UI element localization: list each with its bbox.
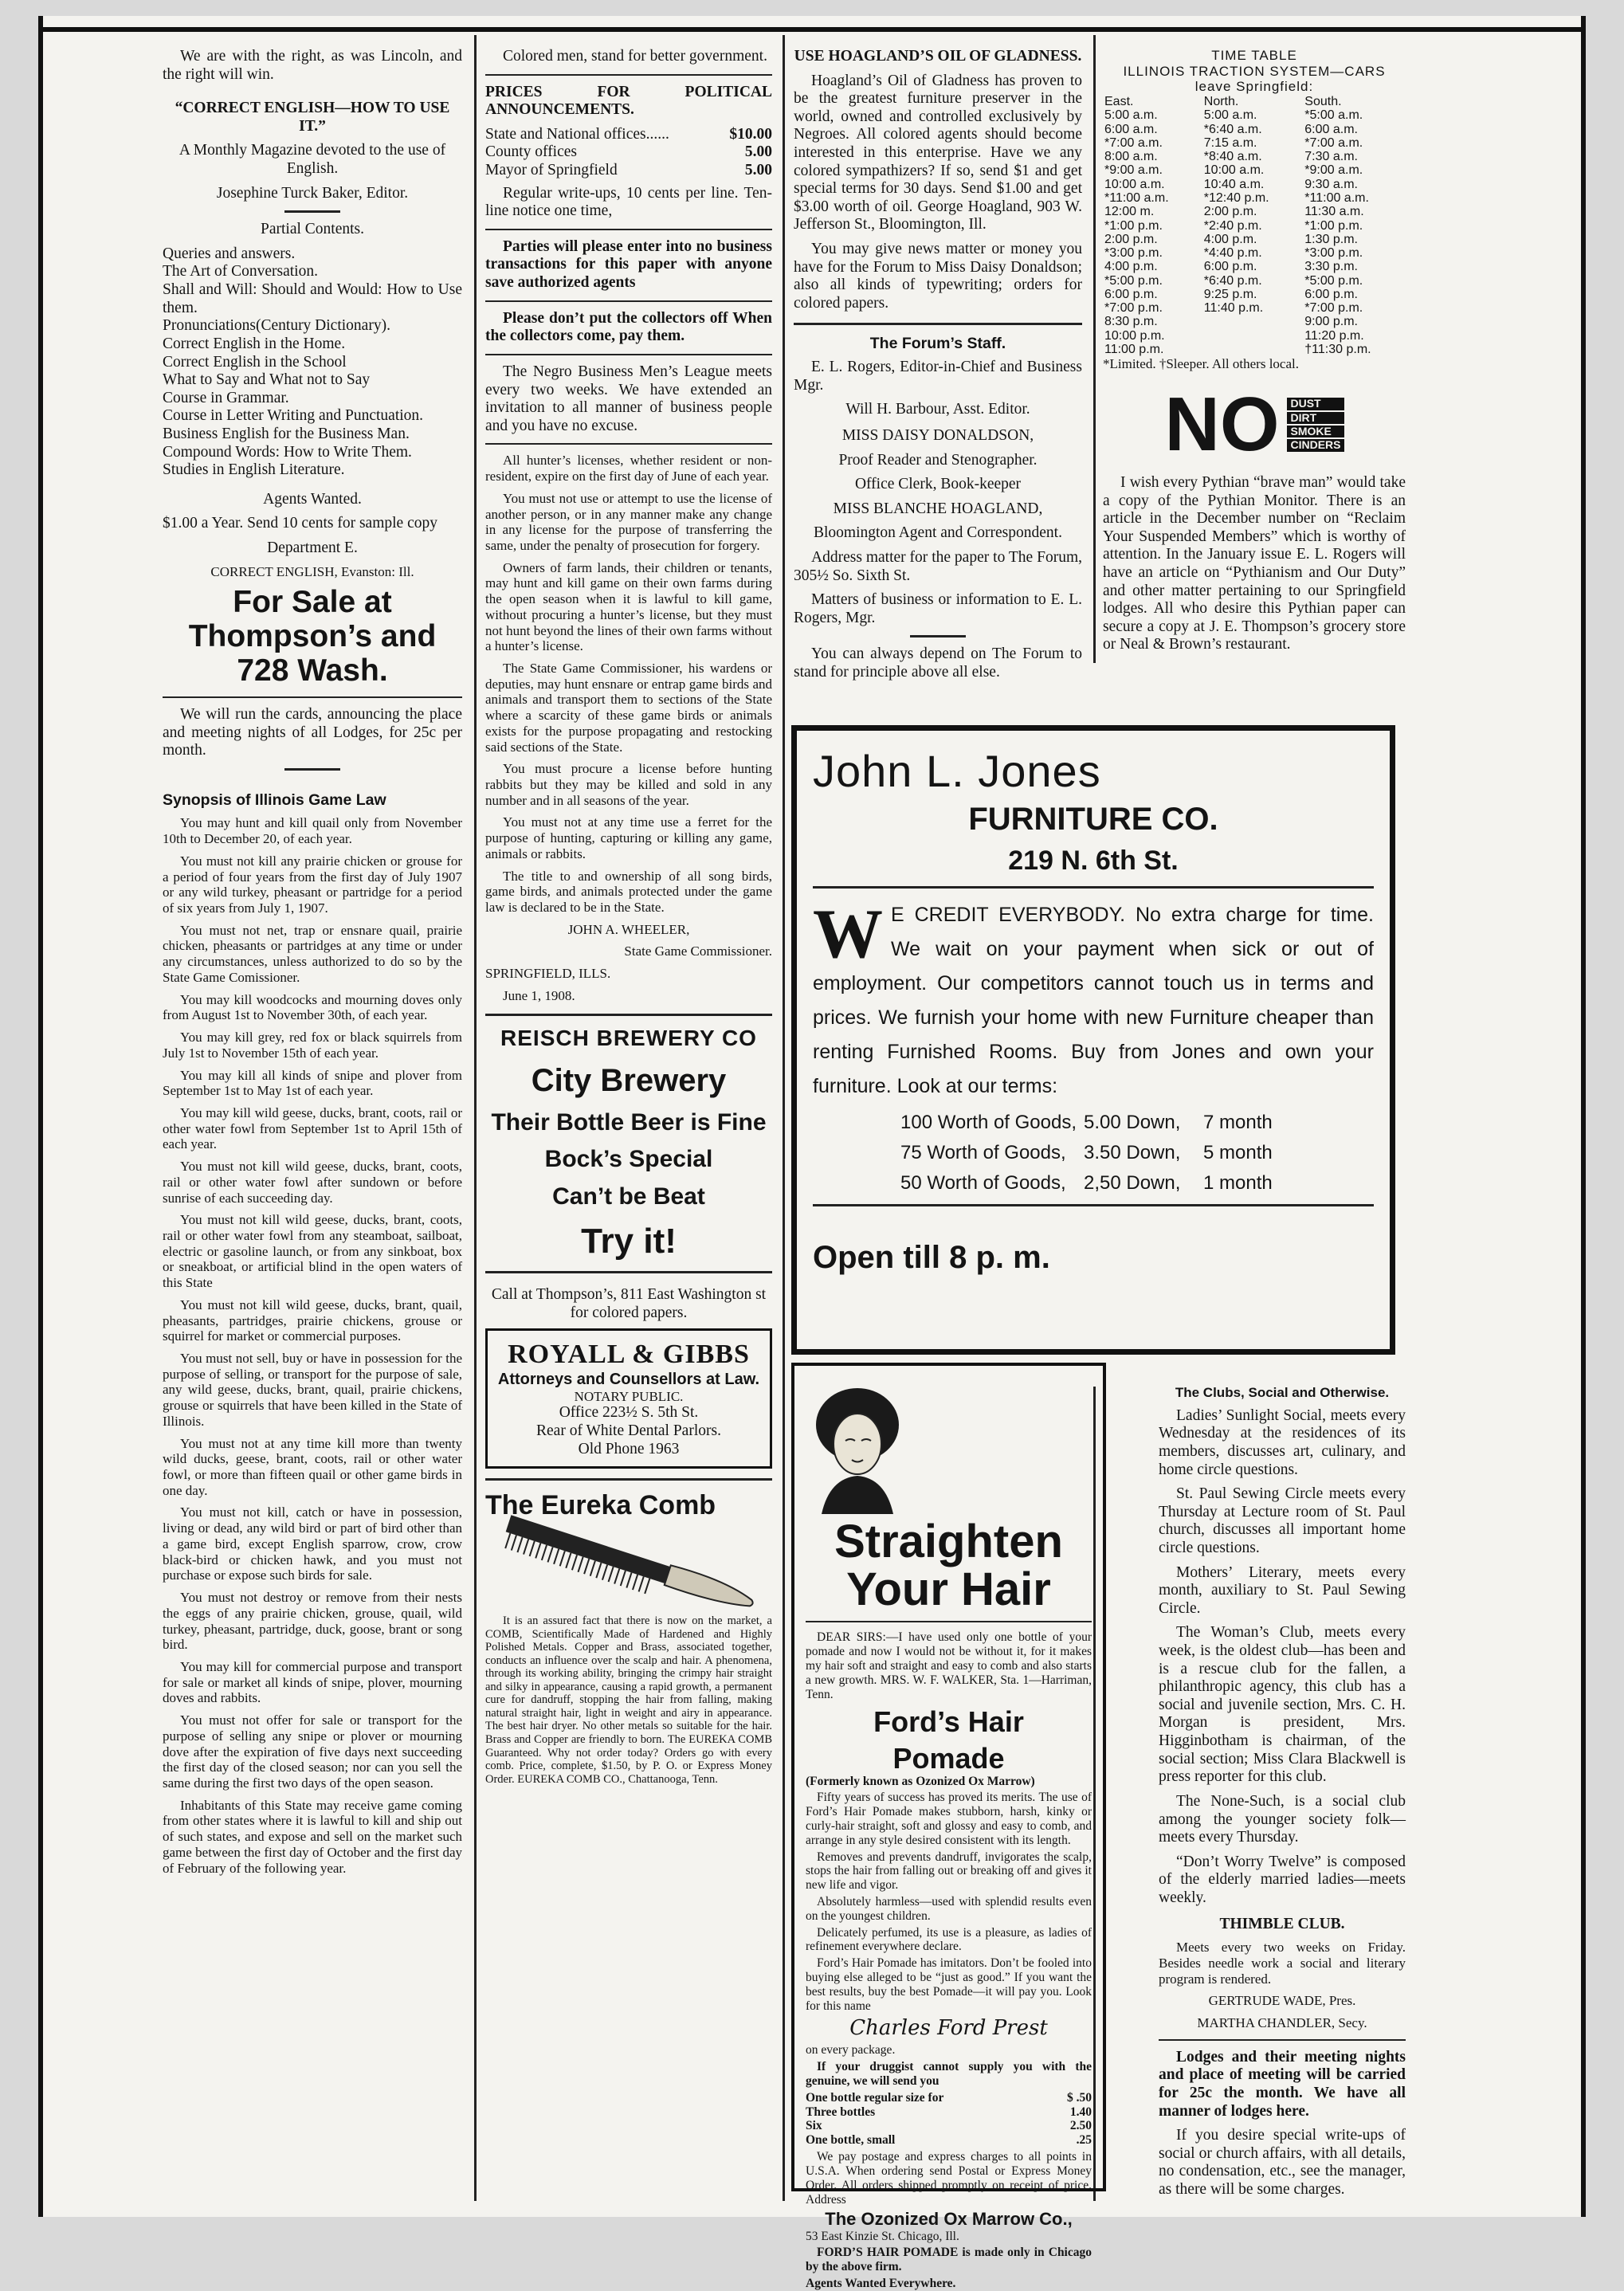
headline: Straighten xyxy=(834,1515,1063,1567)
contents-item: Correct English in the School xyxy=(163,353,347,371)
timetable-note: *Limited. †Sleeper. All others local. xyxy=(1103,356,1299,372)
agents-wanted: Agents Wanted Everywhere. xyxy=(806,2277,956,2291)
colored-men-text: Colored men, stand for better government. xyxy=(503,48,767,65)
contents-item: Correct English in the Home. xyxy=(163,335,346,352)
timetable-cell: 5:00 a.m. xyxy=(1203,108,1257,123)
prices-title: PRICES FOR POLITICAL ANNOUNCEMENTS. xyxy=(485,83,772,119)
no-item: SMOKE xyxy=(1287,426,1344,437)
game-law-item: You must not net, trap or ensnare quail, prairie chicken, pheasants or partridges at any time or under any circumstances, unless authorized to do so by the State Game Comissioner. xyxy=(163,922,462,985)
royall-gibbs-ad xyxy=(485,1328,772,1469)
timetable-cell: 10:00 a.m. xyxy=(1203,163,1265,178)
jones-company: FURNITURE CO. xyxy=(968,802,1218,837)
eureka-title: The Eureka Comb xyxy=(485,1490,716,1521)
timetable-row xyxy=(1103,150,1406,163)
hunter-paragraph: The title to and ownership of all song birds, game birds, and animals protected under the game law is declared to be in the State. xyxy=(485,868,772,916)
brewery-ad xyxy=(485,1026,772,1261)
game-law-item: You must not kill wild geese, ducks, brant, coots, rail or other water fowl from any steamboat, sailboat, electric or gasoline launch, or from any sinkboat, box or sneakboat, or artificial blind in the open waters of this State xyxy=(163,1212,462,1291)
contents-item: Business English for the Business Man. xyxy=(163,425,410,442)
jones-term-row xyxy=(900,1172,1374,1195)
game-law-item: You must not kill any prairie chicken or grouse for a period of four years from the first day of July 1907 or any wild turkey, pheasant or partridge for a period of six years from July 1, 1907. xyxy=(163,853,462,916)
term-down: 5.00 Down, xyxy=(1084,1112,1181,1133)
price-label: One bottle regular size for xyxy=(806,2090,944,2105)
timetable-cell: *7:00 a.m. xyxy=(1104,135,1163,150)
game-law-item: You must not kill wild geese, ducks, brant, quail, pheasants, partridges, prairie chickens, grouse or squirrel for market or commercial purposes. xyxy=(163,1297,462,1344)
timetable-cell: 8:00 a.m. xyxy=(1104,150,1158,164)
jones-body-text: E CREDIT EVERYBODY. No extra charge for time. We wait on your payment when sick or out of employment. Our competitors cannot touch us in terms and prices. We furnish your home with new Furniture cheaper than renting Furnished Rooms. Buy from Jones and own your furniture. Look at our terms: xyxy=(813,904,1374,1097)
timetable-cell: *5:00 a.m. xyxy=(1304,108,1363,123)
brewery-cant-beat: Can’t be Beat xyxy=(552,1183,705,1210)
magazine-title: “CORRECT ENGLISH—HOW TO USE IT.” xyxy=(175,100,450,135)
timetable-cell xyxy=(1202,343,1304,356)
magazine-desc: A Monthly Magazine devoted to the use of English. xyxy=(178,142,446,178)
price-value: 1.40 xyxy=(1069,2105,1092,2119)
price-label: Three bottles xyxy=(806,2105,876,2119)
timetable-row xyxy=(1103,233,1406,246)
game-law-item: You must not sell, buy or have in possession for the purpose of selling, or transport for the purpose of sale, any wild geese, ducks, brant, quail, prairie chickens, grouse or squirrels that have been killed in the State of Illinois. xyxy=(163,1351,462,1429)
hair-pomade-ad xyxy=(791,1363,1106,2291)
timetable-cell: 4:00 p.m. xyxy=(1104,260,1158,274)
timetable-row xyxy=(1103,191,1406,205)
price-value: $ .50 xyxy=(1067,2090,1092,2105)
divider xyxy=(284,768,340,771)
term-time: 5 month xyxy=(1203,1142,1273,1163)
price-value: 2.50 xyxy=(1069,2119,1092,2133)
timetable-cell: 7:30 a.m. xyxy=(1304,150,1358,164)
game-law-item: You must not kill, catch or have in possession, living or dead, any wild bird or part of bird other than a game bird, except English sparrow, crow, crow black-bird or chicken hawk, and you must not purchase or expose such birds for sale. xyxy=(163,1504,462,1583)
package-note: on every package. xyxy=(806,2043,896,2058)
timetable-cell: 11:40 p.m. xyxy=(1203,301,1264,316)
hair-body: Absolutely harmless—used with splendid results even on the youngest children. xyxy=(806,1895,1092,1923)
game-law-item: You may kill for commercial purpose and transport for sale or market all kinds of snipe, plover, mourning doves and rabbits. xyxy=(163,1658,462,1706)
news-notice: You may give news matter or money you have for the Forum to Miss Daisy Donaldson; also all kinds of typewriting; orders for colored papers. xyxy=(794,241,1082,312)
contents-item: Studies in English Literature. xyxy=(163,461,345,479)
top-rule xyxy=(43,27,1581,32)
firm-line: Office 223½ S. 5th St. xyxy=(559,1404,699,1422)
jones-name: John L. Jones xyxy=(813,746,1101,796)
hair-body: Delicately perfumed, its use is a pleasure, as ladies of refinement everywhere declare. xyxy=(806,1925,1092,1954)
divider xyxy=(485,300,772,302)
jones-furniture-ad xyxy=(791,725,1395,1355)
column-rule-3 xyxy=(1093,35,1096,663)
timetable-cell: 9:00 p.m. xyxy=(1304,315,1358,329)
lodge-cards-notice: We will run the cards, announcing the place and meeting nights of all Lodges, for 25c per month. xyxy=(163,706,462,759)
timetable-cell: 2:00 p.m. xyxy=(1203,205,1257,219)
parties-notice: Parties will please enter into no business transactions for this paper with anyone save authorized agents xyxy=(485,237,772,292)
rate-row xyxy=(485,143,772,162)
jones-body xyxy=(813,898,1374,1104)
firm-name: ROYALL & GIBBS xyxy=(508,1340,750,1370)
jones-hours: Open till 8 p. m. xyxy=(813,1240,1050,1275)
brewery-sub: City Brewery xyxy=(531,1063,727,1099)
game-law-item: You may kill woodcocks and mourning doves only from August 1st to November 30th, of each year. xyxy=(163,991,462,1023)
brewery-special: Bock’s Special xyxy=(544,1146,713,1173)
contents-item: Queries and answers. xyxy=(163,245,296,262)
rate-label: Mayor of Springfield xyxy=(485,162,618,179)
timetable-row xyxy=(1103,260,1406,273)
rate-value: $10.00 xyxy=(729,125,772,143)
timetable-cell: 6:00 p.m. xyxy=(1304,287,1358,301)
column-rule-1 xyxy=(474,35,477,2201)
column-rule-2 xyxy=(783,35,785,2201)
timetable-cell: 7:15 a.m. xyxy=(1203,135,1257,150)
contents-item: Course in Letter Writing and Punctuation. xyxy=(163,407,424,425)
firm-line: Rear of White Dental Parlors. xyxy=(536,1422,721,1440)
contents-item: Shall and Will: Should and Would: How to Use them. xyxy=(163,281,462,316)
woman-portrait-illustration xyxy=(806,1379,909,1514)
timetable-cell: 6:00 p.m. xyxy=(1203,260,1257,274)
divider xyxy=(485,229,772,230)
price-value: .25 xyxy=(1076,2133,1092,2148)
club-paragraph: The None-Such, is a social club among the younger society folk—meets every Thursday. xyxy=(1159,1792,1406,1846)
jones-dropcap: W xyxy=(813,896,883,973)
timetable-cell: *12:40 p.m. xyxy=(1203,191,1269,206)
lodges-notice: Lodges and their meeting nights and place of meeting will be carried for 25c the month. We have all manner of lodges here. xyxy=(1159,2048,1406,2120)
brewery-name: REISCH BREWERY CO xyxy=(500,1025,757,1050)
eureka-text: It is an assured fact that there is now on the market, a COMB, Scientifically Made of Hardened and Highly Polished Metals. Copper and Brass, associated together, conducts an influence over the scalp and hair. A phenomena, through its working ability, bringing the crimpy hair straight and silky in appearance, causing a rapid growth, a permanent cure for dandruff, stopping the hair from falling, making natural straight hair, light in weight and airy in appearance. The best hair dryer. No other metals so suitable for the hair. Brass and Copper are friendly to born. The EUREKA COMB Guaranteed. Why not order today? Orders go with every comb. Price, complete, $1.50, by P. O. or Express Money Order. EUREKA COMB CO., Chattanooga, Tenn. xyxy=(485,1614,772,1786)
timetable-cell xyxy=(1202,315,1304,328)
timetable-cell: 6:00 a.m. xyxy=(1304,122,1358,136)
term-goods: 50 Worth of Goods, xyxy=(900,1172,1066,1194)
timetable-row xyxy=(1103,108,1406,122)
timetable-row xyxy=(1103,205,1406,218)
timetable-cell: *2:40 p.m. xyxy=(1203,218,1262,233)
divider xyxy=(813,1204,1374,1206)
signing-date: June 1, 1908. xyxy=(503,987,575,1003)
club-paragraph: The Woman’s Club, meets every week, is the oldest club—has been and is a rescue club for the fallen, a philanthropic agency, this club has a social and juvenile section, Mrs. C. H. Morgan is president, Mrs. Higginbotham is chairman, of the social section; Miss Clara Blackwell is press reporter for this club. xyxy=(1159,1624,1406,1786)
no-text: NO xyxy=(1164,381,1280,467)
rate-row xyxy=(485,162,772,180)
company-name: The Ozonized Ox Marrow Co., xyxy=(825,2209,1073,2230)
thimble-president: GERTRUDE WADE, Pres. xyxy=(1208,1993,1356,2009)
column-3 xyxy=(794,48,1082,688)
timetable-row xyxy=(1103,136,1406,150)
divider xyxy=(485,443,772,445)
contents-item: Pronunciations(Century Dictionary). xyxy=(163,317,390,335)
brewery-try-it: Try it! xyxy=(581,1221,677,1261)
timetable-cell: 12:00 m. xyxy=(1104,205,1155,219)
timetable-cell xyxy=(1202,329,1304,343)
contents-heading: Partial Contents. xyxy=(261,221,364,238)
department: Department E. xyxy=(267,539,358,557)
term-time: 7 month xyxy=(1203,1112,1273,1133)
price-row xyxy=(806,2091,1092,2105)
hunter-paragraph: You must not at any time use a ferret for the purpose of hunting, capturing or killing any game, animals or rabbits. xyxy=(485,814,772,861)
timetable-sub: leave Springfield: xyxy=(1194,79,1314,95)
contents-list xyxy=(163,245,462,480)
divider xyxy=(794,323,1082,325)
divider xyxy=(485,74,772,76)
hunter-paragraph: You must not use or attempt to use the license of another person, or in any manner make any change in any license for the purpose of transferring the same, under the penalty of prosecution for forgery. xyxy=(485,490,772,553)
price-row xyxy=(806,2133,1092,2148)
divider xyxy=(485,354,772,355)
collectors-notice: Please don’t put the collectors off When the collectors come, pay them. xyxy=(485,309,772,345)
timetable-cell: 11:30 a.m. xyxy=(1304,205,1364,219)
product-name: Pomade xyxy=(892,1741,1005,1775)
timetable-body xyxy=(1103,108,1406,356)
magazine-address: CORRECT ENGLISH, Evanston: Ill. xyxy=(210,563,414,579)
hair-body: Ford’s Hair Pomade has imitators. Don’t be fooled into buying else alleged to be “just as good.” If you want the best results, buy the best Pomade—it will pay you. Look for this name xyxy=(806,1956,1092,2013)
game-law-item: You must not at any time kill more than twenty wild ducks, geese, brant, coots, rail or other water fowl, or more than fifteen quail or other game birds in one day. xyxy=(163,1435,462,1498)
address-line: Address matter for the paper to The Forum, 305½ So. Sixth St. xyxy=(794,549,1082,584)
contents-item: The Art of Conversation. xyxy=(163,263,318,280)
timetable-cell: *9:00 a.m. xyxy=(1104,163,1163,178)
timetable-cell: 11:20 p.m. xyxy=(1304,328,1364,343)
game-law-title: Synopsis of Illinois Game Law xyxy=(163,790,386,809)
column-2 xyxy=(485,48,772,1792)
timetable-header: North. xyxy=(1203,95,1239,109)
timetable-row xyxy=(1103,163,1406,177)
brewery-tagline: Their Bottle Beer is Fine xyxy=(491,1108,767,1136)
timetable-cell: *1:00 p.m. xyxy=(1104,218,1163,233)
signer-title: State Game Commissioner. xyxy=(624,943,772,959)
testimonial: DEAR SIRS:—I have used only one bottle of your pomade and now I would not be without it, for it makes my hair soft and straight and easy to comb and also starts a new growth. MRS. W. F. WALKER, Sta. 1—Harriman, Tenn. xyxy=(806,1630,1092,1701)
timetable-header: East. xyxy=(1104,95,1134,109)
timetable-cell: 9:25 p.m. xyxy=(1203,287,1257,301)
timetable-cell: *6:40 p.m. xyxy=(1203,273,1262,288)
term-time: 1 month xyxy=(1203,1172,1273,1194)
timetable-cell: 11:00 p.m. xyxy=(1104,342,1164,356)
game-law-item: You may kill wild geese, ducks, brant, coots, rail or other water fowl from September 1st to April 15th of each year. xyxy=(163,1104,462,1152)
timetable-cell: 8:30 p.m. xyxy=(1104,315,1158,329)
timetable-cell: 10:00 a.m. xyxy=(1104,177,1165,191)
timetable-cell: *7:00 p.m. xyxy=(1104,301,1163,316)
matters-line: Matters of business or information to E. L. Rogers, Mgr. xyxy=(794,591,1082,626)
timetable xyxy=(1103,95,1406,356)
game-law-item: You may kill all kinds of snipe and plover from September 1st to May 1st of each year. xyxy=(163,1067,462,1099)
signer-name: JOHN A. WHEELER, xyxy=(567,921,690,937)
no-item: DUST xyxy=(1287,398,1344,410)
depend-line: You can always depend on The Forum to stand for principle above all else. xyxy=(794,645,1082,681)
game-law-item: You must not destroy or remove from their nests the eggs of any prairie chicken, grouse, quail, wild turkey, pheasant, partridge, duck, goose, brant or song bird. xyxy=(163,1590,462,1653)
agents-wanted: Agents Wanted. xyxy=(263,490,362,508)
firm-line: Attorneys and Counsellors at Law. xyxy=(497,1370,760,1388)
league-notice: The Negro Business Men’s League meets every two weeks. We have extended an invitation to all manner of business people and you have no excuse. xyxy=(485,363,772,434)
divider xyxy=(485,1478,772,1481)
divider xyxy=(163,696,462,698)
staff-line: MISS DAISY DONALDSON, xyxy=(841,426,1034,444)
contents-item: Course in Grammar. xyxy=(163,389,289,406)
divider xyxy=(284,210,340,213)
no-item: CINDERS xyxy=(1287,439,1344,451)
postage-note: We pay postage and express charges to all points in U.S.A. When ordering send Postal or Express Money Order. All orders shipped promptly on receipt of price. Address xyxy=(806,2150,1092,2207)
company-address: 53 East Kinzie St. Chicago, Ill. xyxy=(806,2229,959,2243)
signing-place: SPRINGFIELD, ILLS. xyxy=(485,966,611,982)
divider xyxy=(813,886,1374,889)
clubs-title: The Clubs, Social and Otherwise. xyxy=(1175,1385,1390,1400)
game-law-item: You may kill grey, red fox or black squirrels from July 1st to November 15th of each year. xyxy=(163,1030,462,1061)
timetable-header: South. xyxy=(1304,95,1342,109)
rate-label: State and National offices...... xyxy=(485,125,669,143)
game-law-item: You must not kill wild geese, ducks, brant, coots, rail or other water fowl after sundown or before sunrise of each succeeding day. xyxy=(163,1159,462,1206)
timetable-cell: *11:00 a.m. xyxy=(1104,191,1169,206)
timetable-cell: 4:00 p.m. xyxy=(1203,232,1257,246)
hunter-paragraph: All hunter’s licenses, whether resident or non-resident, expire on the first day of June of each year. xyxy=(485,453,772,484)
timetable-row xyxy=(1103,123,1406,136)
timetable-cell: *3:00 p.m. xyxy=(1304,246,1363,261)
timetable-row xyxy=(1103,178,1406,191)
timetable-cell: 3:30 p.m. xyxy=(1304,260,1358,274)
staff-line: E. L. Rogers, Editor-in-Chief and Business Mgr. xyxy=(794,359,1082,394)
timetable-sub: ILLINOIS TRACTION SYSTEM—CARS xyxy=(1123,63,1386,79)
divider xyxy=(485,1014,772,1016)
jones-term-row xyxy=(900,1142,1374,1164)
timetable-cell: *8:40 a.m. xyxy=(1203,150,1262,164)
timetable-cell: *4:40 p.m. xyxy=(1203,246,1262,261)
staff-title: The Forum’s Staff. xyxy=(869,334,1006,352)
timetable-cell: 6:00 p.m. xyxy=(1104,287,1158,301)
thimble-secretary: MARTHA CHANDLER, Secy. xyxy=(1197,2015,1367,2031)
price-label: Six xyxy=(806,2119,822,2133)
firm-line: Old Phone 1963 xyxy=(578,1440,680,1457)
club-paragraph: “Don’t Worry Twelve” is composed of the elderly married ladies—meets weekly. xyxy=(1159,1853,1406,1906)
hair-body: Fifty years of success has proved its merits. The use of Ford’s Hair Pomade makes stubborn, harsh, kinky or curly-hair straight, soft and glossy and easy to comb, and arrange in any style desired consistent with its length. xyxy=(806,1791,1092,1847)
divider xyxy=(485,1271,772,1273)
staff-line: Will H. Barbour, Asst. Editor. xyxy=(845,401,1030,418)
game-law-item: Inhabitants of this State may receive game coming from other states where it is lawful to kill and ship out of such states, and expose and sell on the market such game between the first day of October and the first day of February of the following year. xyxy=(163,1797,462,1876)
timetable-cell: 6:00 a.m. xyxy=(1104,122,1158,136)
divider xyxy=(1159,2039,1406,2041)
newspaper-page xyxy=(38,16,1586,2291)
jones-term-row xyxy=(900,1112,1374,1134)
term-down: 3.50 Down, xyxy=(1084,1142,1181,1163)
timetable-cell: 9:30 a.m. xyxy=(1304,177,1358,191)
for-sale-notice: For Sale at Thompson’s and 728 Wash. xyxy=(188,585,437,688)
rate-value: 5.00 xyxy=(744,162,772,179)
hunter-paragraph: You must procure a license before hunting rabbits but they may be killed and sold in any number and in all seasons of the year. xyxy=(485,761,772,808)
timetable-cell: *3:00 p.m. xyxy=(1104,246,1163,261)
no-dust-ad xyxy=(1103,381,1406,467)
timetable-title: TIME TABLE xyxy=(1211,48,1297,63)
call-notice: Call at Thompson’s, 811 East Washington st for colored papers. xyxy=(491,1285,767,1321)
hair-body: Removes and prevents dandruff, invigorates the scalp, stops the hair from falling out or breaking off and gives it new life and vigor. xyxy=(806,1850,1092,1893)
column-1 xyxy=(163,48,462,1882)
timetable-cell: *1:00 p.m. xyxy=(1304,218,1363,233)
rate-row xyxy=(485,126,772,144)
contents-item: Compound Words: How to Write Them. xyxy=(163,443,412,461)
timetable-cell: 2:00 p.m. xyxy=(1104,232,1158,246)
staff-line: MISS BLANCHE HOAGLAND, xyxy=(833,500,1043,517)
timetable-cell: *5:00 p.m. xyxy=(1304,273,1363,288)
contents-item: What to Say and What not to Say xyxy=(163,371,371,389)
no-list xyxy=(1287,396,1344,453)
club-paragraph: Ladies’ Sunlight Social, meets every Wednesday at the residences of its members, discusses art, culinary, and home circle questions. xyxy=(1159,1406,1406,1478)
price-row xyxy=(806,2105,1092,2120)
timetable-row xyxy=(1103,246,1406,260)
magazine-editor: Josephine Turck Baker, Editor. xyxy=(216,184,409,202)
rate-label: County offices xyxy=(485,143,578,161)
druggist-note: If your druggist cannot supply you with the genuine, we will send you xyxy=(806,2060,1092,2089)
pythian-notice: I wish every Pythian “brave man” would take a copy of the Pythian Monitor. There is an article in the December number on “Reclaim Your Suspended Members” which is worthy of attention. In the January issue E. L. Rogers will have an article on “Pythianism and Our Duty” and other matter pertaining to our Springfield lodges. All who desire this Pythian paper can secure a copy at J. E. Thompson’s grocery store or Neal & Brown’s restaurant. xyxy=(1103,473,1406,653)
clubs-column xyxy=(1159,1385,1406,2206)
term-goods: 100 Worth of Goods, xyxy=(900,1112,1077,1133)
timetable-cell: *11:00 a.m. xyxy=(1304,191,1369,206)
timetable-cell: *7:00 p.m. xyxy=(1304,301,1363,316)
timetable-row xyxy=(1103,219,1406,233)
timetable-cell: 1:30 p.m. xyxy=(1304,232,1358,246)
special-notice: If you desire special write-ups of social or church affairs, with all details, no condensation, etc., see the manager, as there will be some charges. xyxy=(1159,2127,1406,2199)
term-down: 2,50 Down, xyxy=(1084,1172,1181,1194)
headline: Your Hair xyxy=(846,1563,1051,1615)
timetable-row xyxy=(1103,343,1406,356)
comb-illustration xyxy=(485,1522,772,1610)
game-law-list xyxy=(163,815,462,1876)
timetable-cell: 10:40 a.m. xyxy=(1203,177,1265,191)
club-paragraph: Mothers’ Literary, meets every month, auxiliary to St. Paul Sewing Circle. xyxy=(1159,1563,1406,1617)
timetable-row xyxy=(1103,301,1406,315)
timetable-cell: *5:00 p.m. xyxy=(1104,273,1163,288)
timetable-cell: *6:40 a.m. xyxy=(1203,122,1262,136)
hunter-paragraph: Owners of farm lands, their children or tenants, may hunt and kill game on their own farms during the open season when it is lawful to kill game, without procuring a hunter’s license, but they must not hunt beyond the lines of their own farms without a hunter’s license. xyxy=(485,559,772,654)
game-law-item: You must not offer for sale or transport for the purpose of selling any snipe or plover or mourning dove after the expiration of five days next succeeding the first day of the closed season; nor can you sell the same during the first two days of the open season. xyxy=(163,1712,462,1791)
formerly-known: (Formerly known as Ozonized Ox Marrow) xyxy=(806,1774,1035,1788)
product-name: Ford’s Hair xyxy=(873,1705,1024,1739)
price-row xyxy=(806,2119,1092,2133)
thimble-text: Meets every two weeks on Friday. Besides needle work a social and literary program is rendered. xyxy=(1159,1940,1406,1987)
no-item: DIRT xyxy=(1287,412,1344,424)
thimble-title: THIMBLE CLUB. xyxy=(1219,1915,1345,1932)
timetable-row xyxy=(1103,315,1406,328)
divider xyxy=(910,635,966,637)
signature: Charles Ford Prest xyxy=(849,2015,1048,2040)
timetable-row xyxy=(1103,329,1406,343)
intro-text: We are with the right, as was Lincoln, and the right will win. xyxy=(163,48,462,83)
term-goods: 75 Worth of Goods, xyxy=(900,1142,1066,1163)
subscription-price: $1.00 a Year. Send 10 cents for sample copy xyxy=(163,515,437,532)
game-law-item: You may hunt and kill quail only from November 10th to December 20, of each year. xyxy=(163,815,462,847)
staff-line: Bloomington Agent and Correspondent. xyxy=(814,524,1062,542)
timetable-cell: 5:00 a.m. xyxy=(1104,108,1158,123)
oil-text: Hoagland’s Oil of Gladness has proven to be the greatest furniture preserver in the world, owned and controlled exclusively by Negroes. All colored agents should become interested in this enterprise. Have we any colored sympathizers? If so, send $1 and get special terms for 30 days. Send $1.00 and get $3.00 worth of oil. George Hoagland, 903 W. Jefferson St., Bloomington, Ill. xyxy=(794,72,1082,233)
firm-line: NOTARY PUBLIC. xyxy=(574,1388,684,1404)
jones-address: 219 N. 6th St. xyxy=(1008,845,1179,876)
rate-value: 5.00 xyxy=(744,143,772,161)
timetable-row xyxy=(1103,288,1406,301)
hunter-license-list xyxy=(485,453,772,915)
price-label: One bottle, small xyxy=(806,2133,896,2148)
hunter-paragraph: The State Game Commissioner, his wardens or deputies, may hunt ensnare or entrap game birds and animals and transport them to sections of the State where a scarcity of these game birds or animals exists for the purpose propagating and restocking said sections of the State. xyxy=(485,660,772,755)
made-only-note: FORD’S HAIR POMADE is made only in Chicago by the above firm. xyxy=(806,2246,1092,2274)
timetable-cell: *7:00 a.m. xyxy=(1304,135,1363,150)
staff-line: Proof Reader and Stenographer. xyxy=(838,451,1038,469)
staff-line: Office Clerk, Book-keeper xyxy=(854,476,1022,493)
timetable-cell: 10:00 p.m. xyxy=(1104,328,1165,343)
timetable-cell: †11:30 p.m. xyxy=(1304,342,1371,356)
writeups-rate: Regular write-ups, 10 cents per line. Ten-line notice one time, xyxy=(485,184,772,220)
club-paragraph: St. Paul Sewing Circle meets every Thursday at Lecture room of St. Paul church, discusses all important home circle questions. xyxy=(1159,1485,1406,1556)
timetable-cell: *9:00 a.m. xyxy=(1304,163,1363,178)
column-4 xyxy=(1103,48,1406,661)
divider xyxy=(806,1621,1092,1622)
oil-title: USE HOAGLAND’S OIL OF GLADNESS. xyxy=(794,48,1082,65)
timetable-row xyxy=(1103,274,1406,288)
